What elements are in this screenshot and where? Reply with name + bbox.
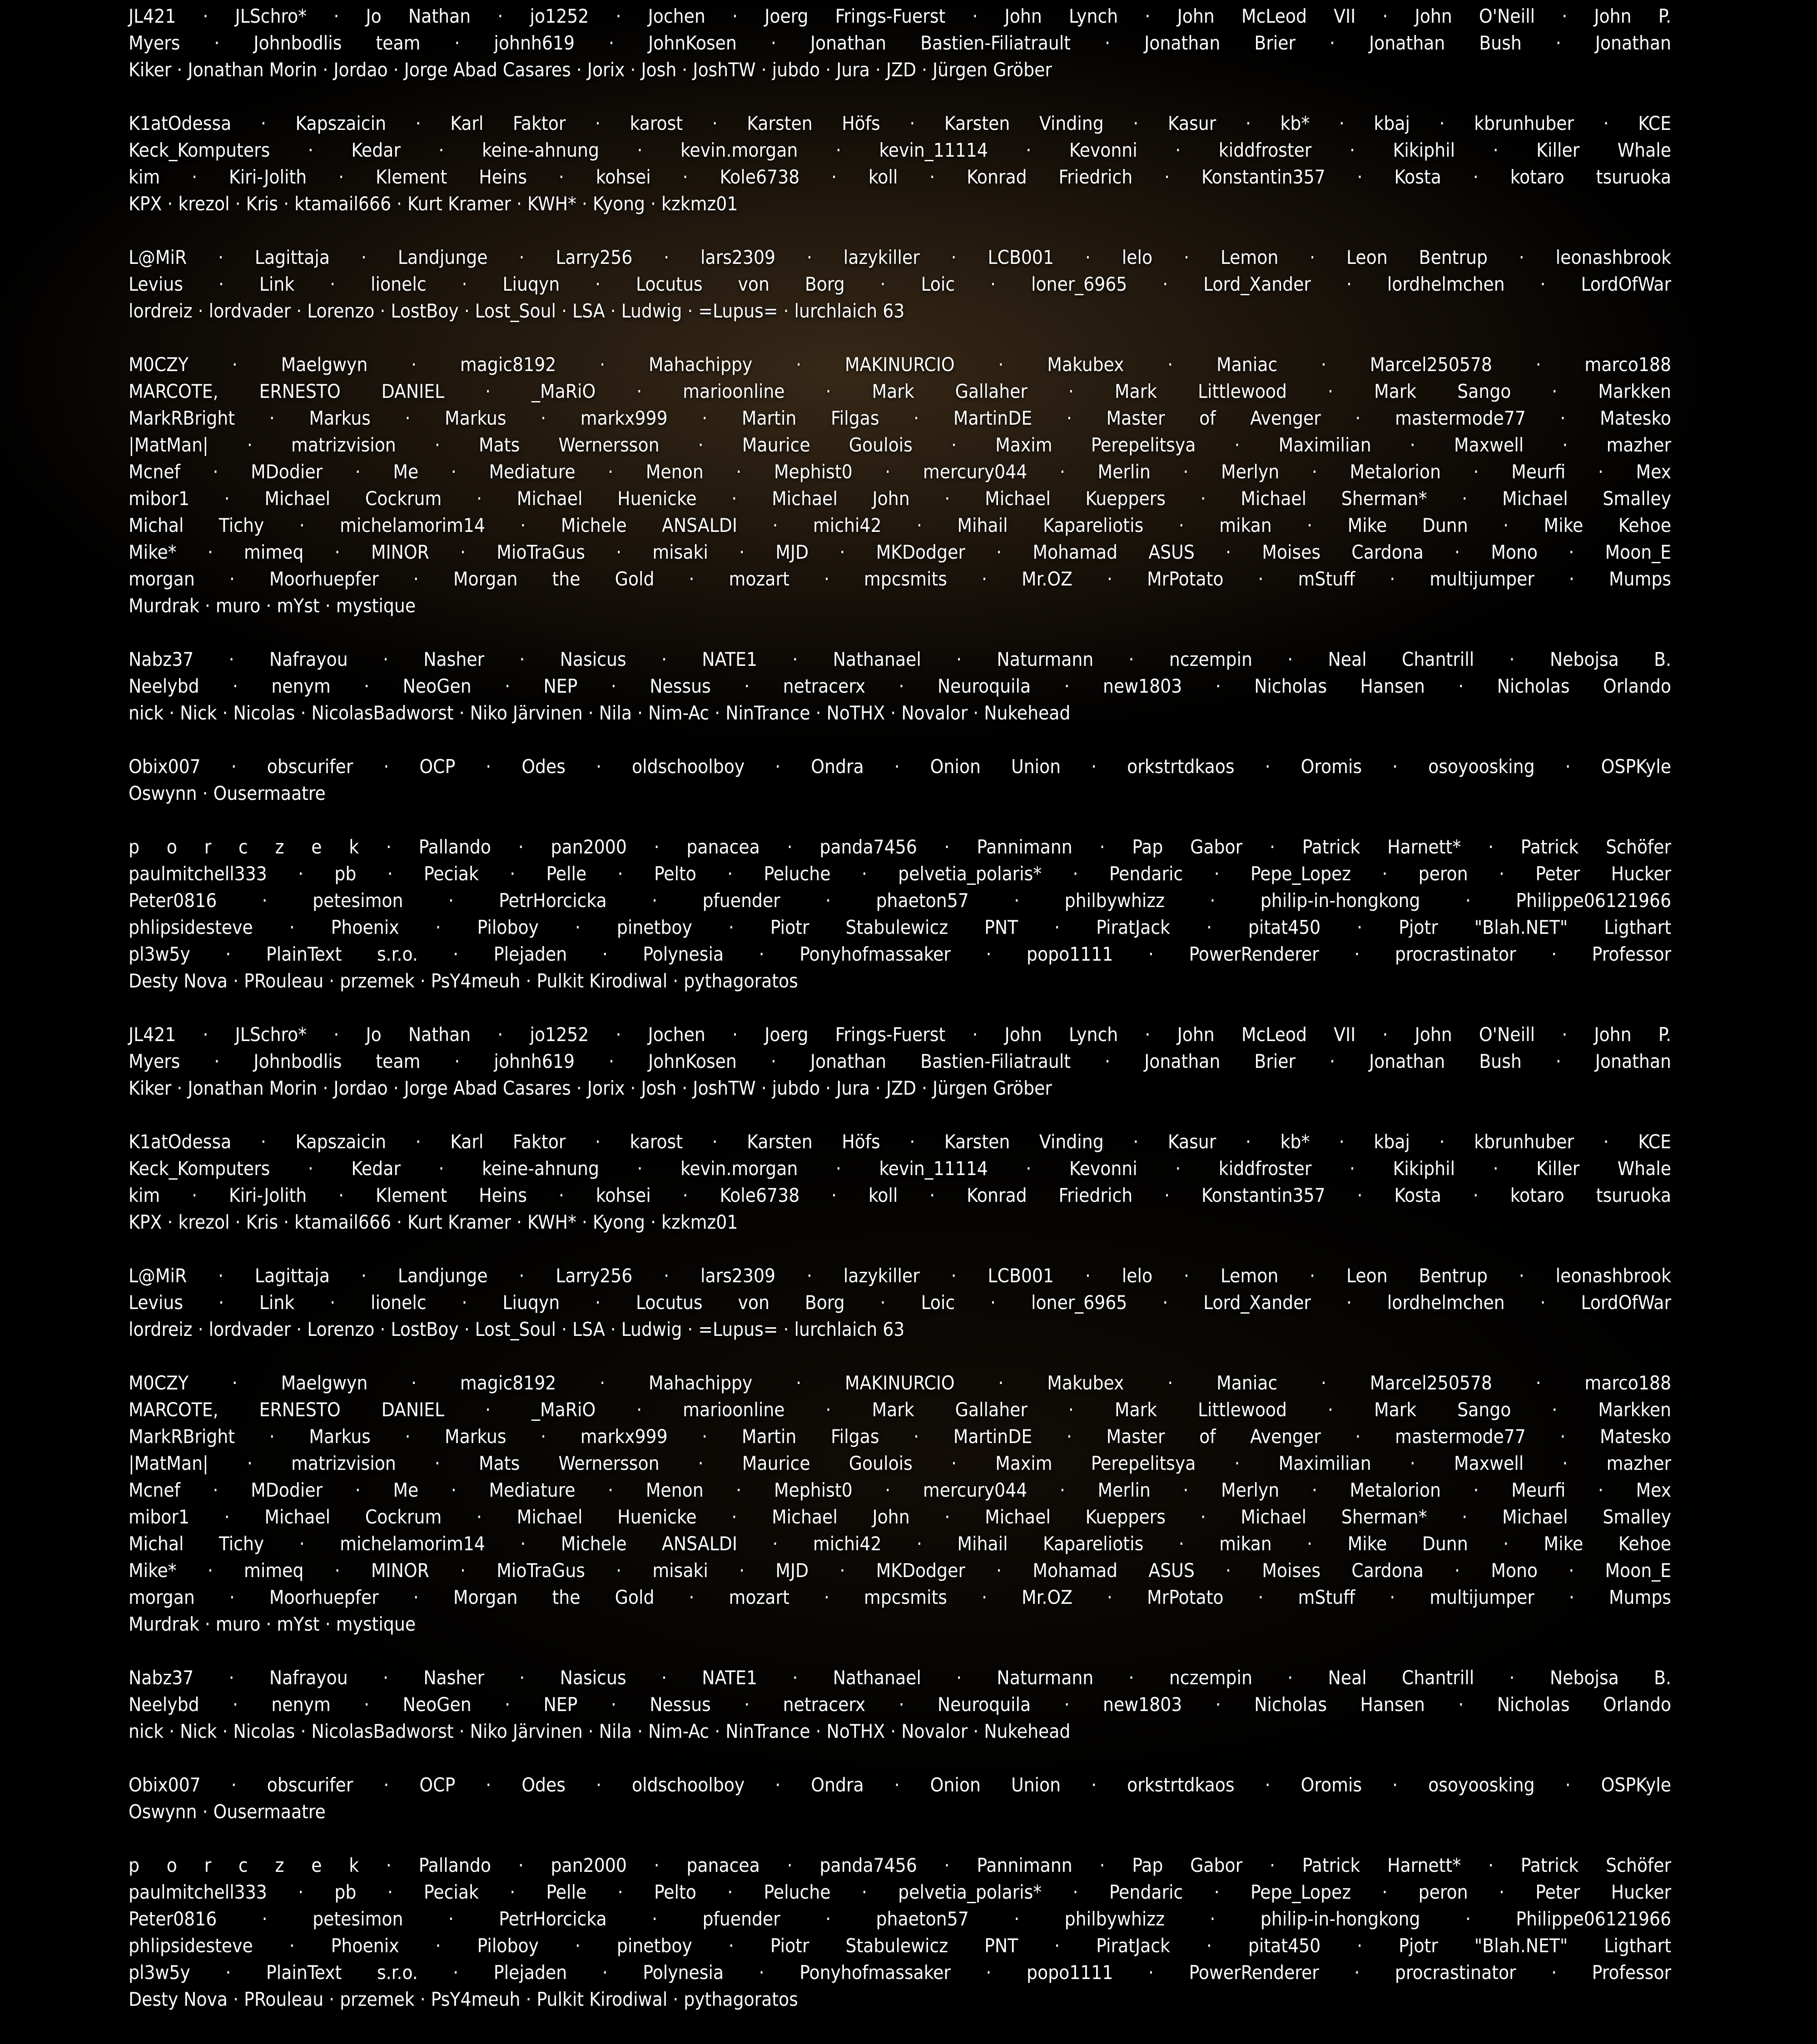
credits-line: Desty Nova · PRouleau · przemek · PsY4meuh · Pulkit Kirodiwal · pythagoratos bbox=[129, 970, 798, 992]
credits-line: pl3w5y · PlainText s.r.o. · Plejaden · Polynesia · Ponyhofmassaker · popo1111 · PowerRenderer · procrastinator · Professor bbox=[129, 943, 1671, 965]
credits-line: paulmitchell333 · pb · Peciak · Pelle · Pelto · Peluche · pelvetia_polaris* · Pendaric · Pepe_Lopez · peron · Peter Hucker bbox=[129, 1881, 1671, 1903]
credits-line: Peter0816 · petesimon · PetrHorcicka · pfuender · phaeton57 · philbywhizz · philip-in-hongkong · Philippe06121966 bbox=[129, 889, 1671, 912]
credits-block-p bbox=[129, 833, 1671, 994]
credits-block-m bbox=[129, 351, 1671, 619]
credits-line: M0CZY · Maelgwyn · magic8192 · Mahachippy · MAKINURCIO · Makubex · Maniac · Marcel250578 · marco188 bbox=[129, 353, 1671, 376]
credits-block-l bbox=[129, 244, 1671, 324]
credits-line: MarkRBright · Markus · Markus · markx999 · Martin Filgas · MartinDE · Master of Avenger · mastermode77 · Matesko bbox=[129, 407, 1671, 429]
credits-line: lordreiz · lordvader · Lorenzo · LostBoy · Lost_Soul · LSA · Ludwig · =Lupus= · lurchlaich 63 bbox=[129, 1318, 905, 1340]
credits-line: paulmitchell333 · pb · Peciak · Pelle · Pelto · Peluche · pelvetia_polaris* · Pendaric · Pepe_Lopez · peron · Peter Hucker bbox=[129, 863, 1671, 885]
credits-line: mibor1 · Michael Cockrum · Michael Huenicke · Michael John · Michael Kueppers · Michael Sherman* · Michael Smalley bbox=[129, 1506, 1671, 1528]
credits-line: KPX · krezol · Kris · ktamail666 · Kurt Kramer · KWH* · Kyong · kzkmz01 bbox=[129, 1211, 738, 1233]
credits-line: phlipsidesteve · Phoenix · Piloboy · pinetboy · Piotr Stabulewicz PNT · PiratJack · pitat450 · Pjotr "Blah.NET" Ligthart bbox=[129, 1935, 1671, 1957]
credits-line: Michal Tichy · michelamorim14 · Michele ANSALDI · michi42 · Mihail Kapareliotis · mikan · Mike Dunn · Mike Kehoe bbox=[129, 514, 1671, 536]
credits-line: Myers · Johnbodlis team · johnh619 · JohnKosen · Jonathan Bastien-Filiatrault · Jonathan Brier · Jonathan Bush · Jonathan bbox=[129, 32, 1671, 54]
credits-line: K1atOdessa · Kapszaicin · Karl Faktor · karost · Karsten Höfs · Karsten Vinding · Kasur · kb* · kbaj · kbrunhuber · KCE bbox=[129, 112, 1671, 134]
credits-block-j bbox=[129, 1021, 1671, 1101]
credits-line: morgan · Moorhuepfer · Morgan the Gold · mozart · mpcsmits · Mr.OZ · MrPotato · mStuff · multijumper · Mumps bbox=[129, 568, 1671, 590]
credits-line: Obix007 · obscurifer · OCP · Odes · oldschoolboy · Ondra · Onion Union · orkstrtdkaos · Oromis · osoyoosking · OSPKyle bbox=[129, 755, 1671, 778]
credits-line: Murdrak · muro · mYst · mystique bbox=[129, 595, 416, 617]
credits-line: Oswynn · Ousermaatre bbox=[129, 782, 326, 804]
credits-line: Obix007 · obscurifer · OCP · Odes · oldschoolboy · Ondra · Onion Union · orkstrtdkaos · Oromis · osoyoosking · OSPKyle bbox=[129, 1774, 1671, 1796]
credits-line: Nabz37 · Nafrayou · Nasher · Nasicus · NATE1 · Nathanael · Naturmann · nczempin · Neal Chantrill · Nebojsa B. bbox=[129, 648, 1671, 670]
credits-line: nick · Nick · Nicolas · NicolasBadworst · Niko Järvinen · Nila · Nim-Ac · NinTrance · NoTHX · Novalor · Nukehead bbox=[129, 702, 1071, 724]
credits-scroll bbox=[129, 3, 1671, 2039]
credits-line: Myers · Johnbodlis team · johnh619 · JohnKosen · Jonathan Bastien-Filiatrault · Jonathan Brier · Jonathan Bush · Jonathan bbox=[129, 1050, 1671, 1072]
credits-copy bbox=[129, 3, 1671, 994]
credits-line: MARCOTE, ERNESTO DANIEL · _MaRiO · marioonline · Mark Gallaher · Mark Littlewood · Mark Sango · Markken bbox=[129, 1399, 1671, 1421]
credits-line: |MatMan| · matrizvision · Mats Wernersson · Maurice Goulois · Maxim Perepelitsya · Maximilian · Maxwell · mazher bbox=[129, 434, 1671, 456]
credits-line: pl3w5y · PlainText s.r.o. · Plejaden · Polynesia · Ponyhofmassaker · popo1111 · PowerRenderer · procrastinator · Professor bbox=[129, 1961, 1671, 1984]
credits-line: Levius · Link · lionelc · Liuqyn · Locutus von Borg · Loic · loner_6965 · Lord_Xander · lordhelmchen · LordOfWar bbox=[129, 1291, 1671, 1314]
credits-line: MarkRBright · Markus · Markus · markx999 · Martin Filgas · MartinDE · Master of Avenger · mastermode77 · Matesko bbox=[129, 1425, 1671, 1448]
credits-line: mibor1 · Michael Cockrum · Michael Huenicke · Michael John · Michael Kueppers · Michael Sherman* · Michael Smalley bbox=[129, 487, 1671, 510]
credits-block-m bbox=[129, 1369, 1671, 1637]
credits-line: |MatMan| · matrizvision · Mats Wernersson · Maurice Goulois · Maxim Perepelitsya · Maximilian · Maxwell · mazher bbox=[129, 1452, 1671, 1474]
credits-line: L@MiR · Lagittaja · Landjunge · Larry256 · lars2309 · lazykiller · LCB001 · lelo · Lemon · Leon Bentrup · leonashbrook bbox=[129, 1265, 1671, 1287]
credits-line: Mcnef · MDodier · Me · Mediature · Menon · Mephist0 · mercury044 · Merlin · Merlyn · Metalorion · Meurfi · Mex bbox=[129, 461, 1671, 483]
credits-block-k bbox=[129, 1128, 1671, 1235]
credits-line: JL421 · JLSchro* · Jo Nathan · jo1252 · Jochen · Joerg Frings-Fuerst · John Lynch · John McLeod VII · John O'Neill · John P. bbox=[129, 1023, 1671, 1046]
credits-line: Keck_Komputers · Kedar · keine-ahnung · kevin.morgan · kevin_11114 · Kevonni · kiddfroster · Kikiphil · Killer Whale bbox=[129, 139, 1671, 161]
credits-line: L@MiR · Lagittaja · Landjunge · Larry256 · lars2309 · lazykiller · LCB001 · lelo · Lemon · Leon Bentrup · leonashbrook bbox=[129, 246, 1671, 268]
credits-line: kim · Kiri-Jolith · Klement Heins · kohsei · Kole6738 · koll · Konrad Friedrich · Konstantin357 · Kosta · kotaro tsuruoka bbox=[129, 1184, 1671, 1206]
credits-line: KPX · krezol · Kris · ktamail666 · Kurt Kramer · KWH* · Kyong · kzkmz01 bbox=[129, 193, 738, 215]
credits-line: phlipsidesteve · Phoenix · Piloboy · pinetboy · Piotr Stabulewicz PNT · PiratJack · pitat450 · Pjotr "Blah.NET" Ligthart bbox=[129, 916, 1671, 938]
credits-block-p bbox=[129, 1852, 1671, 2013]
credits-line: Desty Nova · PRouleau · przemek · PsY4meuh · Pulkit Kirodiwal · pythagoratos bbox=[129, 1988, 798, 2010]
credits-line: Mcnef · MDodier · Me · Mediature · Menon · Mephist0 · mercury044 · Merlin · Merlyn · Metalorion · Meurfi · Mex bbox=[129, 1479, 1671, 1501]
credits-block-l bbox=[129, 1262, 1671, 1343]
credits-block-j bbox=[129, 3, 1671, 83]
credits-line: Oswynn · Ousermaatre bbox=[129, 1801, 326, 1823]
credits-line: Murdrak · muro · mYst · mystique bbox=[129, 1613, 416, 1635]
credits-line: Nabz37 · Nafrayou · Nasher · Nasicus · NATE1 · Nathanael · Naturmann · nczempin · Neal Chantrill · Nebojsa B. bbox=[129, 1667, 1671, 1689]
credits-line: Michal Tichy · michelamorim14 · Michele ANSALDI · michi42 · Mihail Kapareliotis · mikan · Mike Dunn · Mike Kehoe bbox=[129, 1533, 1671, 1555]
credits-line: MARCOTE, ERNESTO DANIEL · _MaRiO · marioonline · Mark Gallaher · Mark Littlewood · Mark Sango · Markken bbox=[129, 380, 1671, 402]
credits-line: Mike* · mimeq · MINOR · MioTraGus · misaki · MJD · MKDodger · Mohamad ASUS · Moises Cardona · Mono · Moon_E bbox=[129, 1559, 1671, 1582]
credits-line: p o r c z e k · Pallando · pan2000 · panacea · panda7456 · Pannimann · Pap Gabor · Patrick Harnett* · Patrick Schöfer bbox=[129, 1854, 1671, 1876]
credits-line: Peter0816 · petesimon · PetrHorcicka · pfuender · phaeton57 · philbywhizz · philip-in-hongkong · Philippe06121966 bbox=[129, 1908, 1671, 1930]
credits-line: Kiker · Jonathan Morin · Jordao · Jorge Abad Casares · Jorix · Josh · JoshTW · jubdo · Jura · JZD · Jürgen Gröber bbox=[129, 1077, 1052, 1099]
credits-block-o bbox=[129, 753, 1671, 807]
credits-block-k bbox=[129, 110, 1671, 217]
credits-block-n bbox=[129, 646, 1671, 726]
credits-line: lordreiz · lordvader · Lorenzo · LostBoy · Lost_Soul · LSA · Ludwig · =Lupus= · lurchlaich 63 bbox=[129, 300, 905, 322]
credits-line: Neelybd · nenym · NeoGen · NEP · Nessus · netracerx · Neuroquila · new1803 · Nicholas Hansen · Nicholas Orlando bbox=[129, 1693, 1671, 1716]
credits-line: M0CZY · Maelgwyn · magic8192 · Mahachippy · MAKINURCIO · Makubex · Maniac · Marcel250578 · marco188 bbox=[129, 1372, 1671, 1394]
credits-line: Mike* · mimeq · MINOR · MioTraGus · misaki · MJD · MKDodger · Mohamad ASUS · Moises Cardona · Mono · Moon_E bbox=[129, 541, 1671, 563]
credits-line: JL421 · JLSchro* · Jo Nathan · jo1252 · Jochen · Joerg Frings-Fuerst · John Lynch · John McLeod VII · John O'Neill · John P. bbox=[129, 5, 1671, 27]
credits-line: Neelybd · nenym · NeoGen · NEP · Nessus · netracerx · Neuroquila · new1803 · Nicholas Hansen · Nicholas Orlando bbox=[129, 675, 1671, 697]
credits-copy bbox=[129, 1021, 1671, 2013]
credits-line: kim · Kiri-Jolith · Klement Heins · kohsei · Kole6738 · koll · Konrad Friedrich · Konstantin357 · Kosta · kotaro tsuruoka bbox=[129, 166, 1671, 188]
credits-line: morgan · Moorhuepfer · Morgan the Gold · mozart · mpcsmits · Mr.OZ · MrPotato · mStuff · multijumper · Mumps bbox=[129, 1586, 1671, 1608]
credits-line: Kiker · Jonathan Morin · Jordao · Jorge Abad Casares · Jorix · Josh · JoshTW · jubdo · Jura · JZD · Jürgen Gröber bbox=[129, 59, 1052, 81]
credits-block-o bbox=[129, 1771, 1671, 1825]
credits-line: K1atOdessa · Kapszaicin · Karl Faktor · karost · Karsten Höfs · Karsten Vinding · Kasur · kb* · kbaj · kbrunhuber · KCE bbox=[129, 1131, 1671, 1153]
credits-line: Levius · Link · lionelc · Liuqyn · Locutus von Borg · Loic · loner_6965 · Lord_Xander · lordhelmchen · LordOfWar bbox=[129, 273, 1671, 295]
credits-line: p o r c z e k · Pallando · pan2000 · panacea · panda7456 · Pannimann · Pap Gabor · Patrick Harnett* · Patrick Schöfer bbox=[129, 836, 1671, 858]
credits-line: nick · Nick · Nicolas · NicolasBadworst · Niko Järvinen · Nila · Nim-Ac · NinTrance · NoTHX · Novalor · Nukehead bbox=[129, 1720, 1071, 1742]
credits-block-n bbox=[129, 1664, 1671, 1745]
credits-line: Keck_Komputers · Kedar · keine-ahnung · kevin.morgan · kevin_11114 · Kevonni · kiddfroster · Kikiphil · Killer Whale bbox=[129, 1157, 1671, 1180]
